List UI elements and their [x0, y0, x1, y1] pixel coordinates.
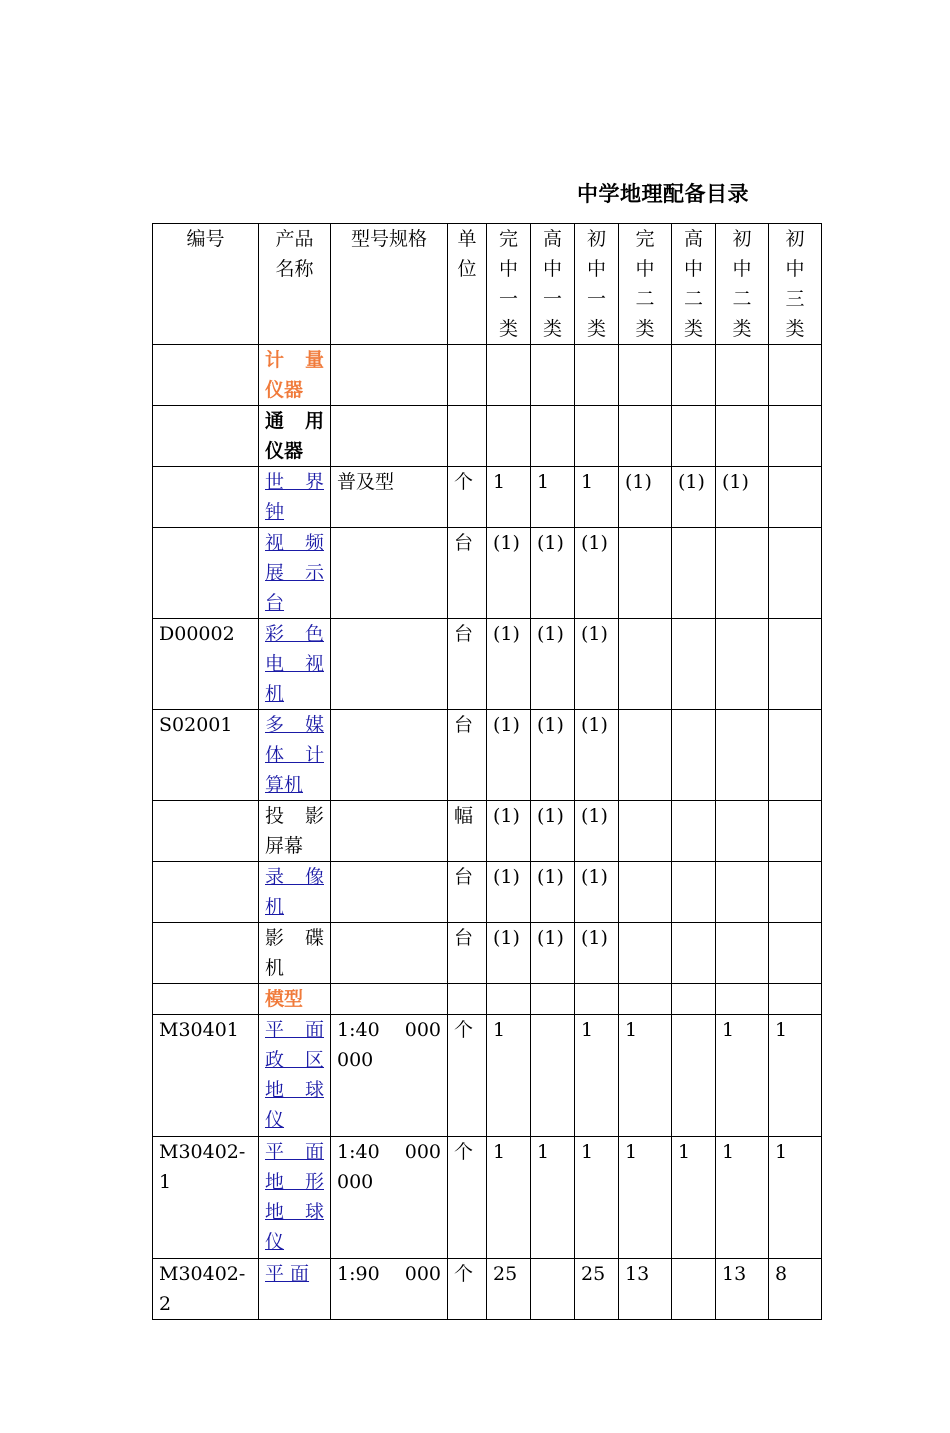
cell-unit: 个	[448, 1015, 487, 1137]
cell-quantity: 25	[575, 1259, 619, 1320]
cell-unit: 台	[448, 923, 487, 984]
cell-quantity	[672, 923, 716, 984]
spec-ratio: 1:40	[337, 1141, 380, 1163]
cell-spec	[331, 345, 448, 406]
table-row	[153, 1015, 822, 1137]
cell-quantity	[531, 1259, 575, 1320]
spec-ratio: 1:40	[337, 1019, 380, 1041]
header-spec: 型号规格	[331, 224, 448, 345]
cell-spec	[331, 467, 448, 528]
cell-quantity	[672, 862, 716, 923]
header-col-3: 初 中 一 类	[575, 224, 619, 345]
cell-spec	[331, 923, 448, 984]
cell-quantity	[619, 923, 672, 984]
cell-quantity	[619, 406, 672, 467]
cell-quantity	[769, 801, 822, 862]
cell-quantity: 1	[487, 467, 531, 528]
cell-code	[153, 984, 259, 1015]
cell-quantity: (1)	[575, 801, 619, 862]
table-row	[153, 984, 822, 1015]
cell-quantity	[769, 467, 822, 528]
cell-code	[153, 801, 259, 862]
header-code: 编号	[153, 224, 259, 345]
subcategory-label: 通 用 仪器	[265, 410, 324, 462]
cell-unit: 台	[448, 710, 487, 801]
cell-quantity: (1)	[531, 619, 575, 710]
cell-quantity: (1)	[487, 923, 531, 984]
cell-product-name[interactable]	[259, 1015, 331, 1137]
table-row	[153, 1259, 822, 1320]
cell-quantity	[619, 619, 672, 710]
document-title: 中学地理配备目录	[577, 182, 749, 206]
cell-code	[153, 467, 259, 528]
spec-text: 普及型	[337, 471, 395, 493]
cell-quantity	[487, 345, 531, 406]
header-col-2: 高 中 一 类	[531, 224, 575, 345]
cell-unit: 台	[448, 862, 487, 923]
cell-quantity: (1)	[531, 528, 575, 619]
cell-quantity	[716, 923, 769, 984]
cell-code	[153, 528, 259, 619]
cell-quantity: (1)	[575, 862, 619, 923]
cell-quantity	[716, 345, 769, 406]
cell-unit	[448, 406, 487, 467]
header-unit: 单 位	[448, 224, 487, 345]
spec-ratio-part: 000	[337, 1049, 374, 1071]
cell-quantity: (1)	[716, 467, 769, 528]
table-row	[153, 345, 822, 406]
cell-quantity	[672, 406, 716, 467]
cell-quantity	[769, 406, 822, 467]
cell-product-name[interactable]	[259, 467, 331, 528]
cell-spec	[331, 1015, 448, 1137]
category-label: 模型	[265, 988, 304, 1010]
cell-code	[153, 406, 259, 467]
equipment-table	[152, 223, 822, 1320]
cell-spec	[331, 1137, 448, 1259]
cell-quantity	[619, 984, 672, 1015]
cell-quantity: 1	[672, 1137, 716, 1259]
cell-spec	[331, 984, 448, 1015]
cell-product-name	[259, 984, 331, 1015]
cell-code: M30402-1	[153, 1137, 259, 1259]
cell-code	[153, 862, 259, 923]
cell-code: M30401	[153, 1015, 259, 1137]
cell-code	[153, 345, 259, 406]
cell-unit: 个	[448, 1137, 487, 1259]
cell-quantity	[769, 710, 822, 801]
table-row	[153, 862, 822, 923]
cell-quantity	[672, 619, 716, 710]
cell-quantity: (1)	[575, 528, 619, 619]
cell-spec	[331, 801, 448, 862]
cell-quantity: 1	[487, 1015, 531, 1137]
category-label: 计 量 仪器	[265, 349, 324, 401]
cell-quantity	[672, 1259, 716, 1320]
cell-quantity	[619, 345, 672, 406]
cell-product-name	[259, 801, 331, 862]
cell-quantity: 1	[531, 1137, 575, 1259]
product-link[interactable]: 世 界 钟	[265, 471, 324, 523]
table-row	[153, 1137, 822, 1259]
cell-quantity	[672, 345, 716, 406]
header-name: 产品 名称	[259, 224, 331, 345]
cell-quantity	[531, 1015, 575, 1137]
table-row	[153, 801, 822, 862]
cell-quantity: 1	[769, 1137, 822, 1259]
cell-code: M30402-2	[153, 1259, 259, 1320]
cell-quantity: (1)	[619, 467, 672, 528]
cell-quantity	[619, 862, 672, 923]
cell-quantity	[487, 406, 531, 467]
product-link[interactable]: 彩 色 电 视 机	[265, 623, 324, 705]
cell-quantity	[531, 345, 575, 406]
cell-quantity	[716, 619, 769, 710]
cell-quantity	[769, 528, 822, 619]
cell-quantity	[672, 1015, 716, 1137]
cell-quantity	[575, 984, 619, 1015]
spec-ratio-part: 000	[404, 1019, 441, 1041]
header-col-1: 完 中 一 类	[487, 224, 531, 345]
header-col-7: 初 中 三 类	[769, 224, 822, 345]
product-name: 投 影 屏幕	[265, 805, 324, 857]
cell-quantity	[769, 345, 822, 406]
cell-quantity	[575, 406, 619, 467]
cell-product-name[interactable]	[259, 528, 331, 619]
cell-product-name	[259, 923, 331, 984]
product-link[interactable]: 平 面 政 区 地 球 仪	[265, 1019, 324, 1131]
header-col-4: 完 中 二 类	[619, 224, 672, 345]
table-row	[153, 619, 822, 710]
cell-product-name[interactable]	[259, 1259, 331, 1320]
table-row	[153, 923, 822, 984]
cell-spec	[331, 528, 448, 619]
cell-quantity	[531, 984, 575, 1015]
cell-quantity: 1	[575, 1137, 619, 1259]
cell-quantity	[716, 406, 769, 467]
cell-spec	[331, 1259, 448, 1320]
cell-quantity	[672, 984, 716, 1015]
product-link[interactable]: 多 媒 体 计 算机	[265, 714, 324, 796]
cell-unit: 台	[448, 528, 487, 619]
cell-quantity: (1)	[575, 619, 619, 710]
cell-quantity: 1	[716, 1137, 769, 1259]
cell-code	[153, 923, 259, 984]
cell-quantity	[716, 710, 769, 801]
cell-product-name[interactable]	[259, 1137, 331, 1259]
cell-quantity: 1	[619, 1015, 672, 1137]
cell-quantity	[672, 528, 716, 619]
cell-quantity	[716, 528, 769, 619]
product-name: 影 碟 机	[265, 927, 324, 979]
cell-quantity: 8	[769, 1259, 822, 1320]
cell-quantity	[619, 801, 672, 862]
cell-unit	[448, 984, 487, 1015]
cell-unit: 个	[448, 1259, 487, 1320]
cell-quantity: 1	[769, 1015, 822, 1137]
cell-quantity: 1	[531, 467, 575, 528]
cell-quantity: 1	[575, 467, 619, 528]
cell-quantity	[716, 984, 769, 1015]
cell-quantity: (1)	[487, 710, 531, 801]
product-link[interactable]: 平 面	[265, 1263, 310, 1285]
cell-spec	[331, 406, 448, 467]
cell-unit	[448, 345, 487, 406]
cell-quantity	[769, 862, 822, 923]
cell-quantity: (1)	[672, 467, 716, 528]
cell-quantity	[716, 801, 769, 862]
cell-quantity: 25	[487, 1259, 531, 1320]
spec-ratio-part: 000	[404, 1263, 441, 1285]
cell-quantity	[619, 710, 672, 801]
spec-ratio-part: 000	[404, 1141, 441, 1163]
cell-quantity: (1)	[487, 862, 531, 923]
cell-quantity: (1)	[575, 710, 619, 801]
cell-quantity: 13	[716, 1259, 769, 1320]
cell-quantity	[672, 801, 716, 862]
cell-product-name[interactable]	[259, 862, 331, 923]
cell-quantity: (1)	[531, 710, 575, 801]
cell-quantity	[769, 619, 822, 710]
header-col-6: 初 中 二 类	[716, 224, 769, 345]
cell-spec	[331, 862, 448, 923]
cell-quantity: 13	[619, 1259, 672, 1320]
cell-product-name[interactable]	[259, 710, 331, 801]
cell-quantity: (1)	[487, 801, 531, 862]
cell-product-name[interactable]	[259, 619, 331, 710]
cell-quantity	[716, 862, 769, 923]
cell-quantity: (1)	[531, 801, 575, 862]
cell-quantity	[531, 406, 575, 467]
cell-quantity	[769, 923, 822, 984]
cell-product-name	[259, 345, 331, 406]
product-link[interactable]: 录 像 机	[265, 866, 324, 918]
spec-ratio: 1:90	[337, 1263, 380, 1285]
cell-unit: 幅	[448, 801, 487, 862]
table-row	[153, 710, 822, 801]
cell-quantity: (1)	[487, 619, 531, 710]
header-col-5: 高 中 二 类	[672, 224, 716, 345]
cell-quantity: (1)	[531, 923, 575, 984]
cell-quantity	[575, 345, 619, 406]
table-row	[153, 528, 822, 619]
cell-quantity: 1	[575, 1015, 619, 1137]
cell-unit: 个	[448, 467, 487, 528]
table-row	[153, 467, 822, 528]
cell-quantity: (1)	[487, 528, 531, 619]
header-row	[153, 224, 822, 345]
cell-code: S02001	[153, 710, 259, 801]
cell-quantity: 1	[487, 1137, 531, 1259]
cell-quantity	[619, 528, 672, 619]
cell-quantity	[672, 710, 716, 801]
cell-quantity	[487, 984, 531, 1015]
cell-quantity	[769, 984, 822, 1015]
spec-ratio-part: 000	[337, 1171, 374, 1193]
cell-unit: 台	[448, 619, 487, 710]
product-link[interactable]: 平 面 地 形 地 球 仪	[265, 1141, 324, 1253]
cell-quantity: 1	[716, 1015, 769, 1137]
product-link[interactable]: 视 频 展 示 台	[265, 532, 324, 614]
cell-product-name	[259, 406, 331, 467]
cell-code: D00002	[153, 619, 259, 710]
table-row	[153, 406, 822, 467]
cell-quantity: (1)	[575, 923, 619, 984]
cell-quantity: 1	[619, 1137, 672, 1259]
cell-spec	[331, 710, 448, 801]
cell-spec	[331, 619, 448, 710]
cell-quantity: (1)	[531, 862, 575, 923]
